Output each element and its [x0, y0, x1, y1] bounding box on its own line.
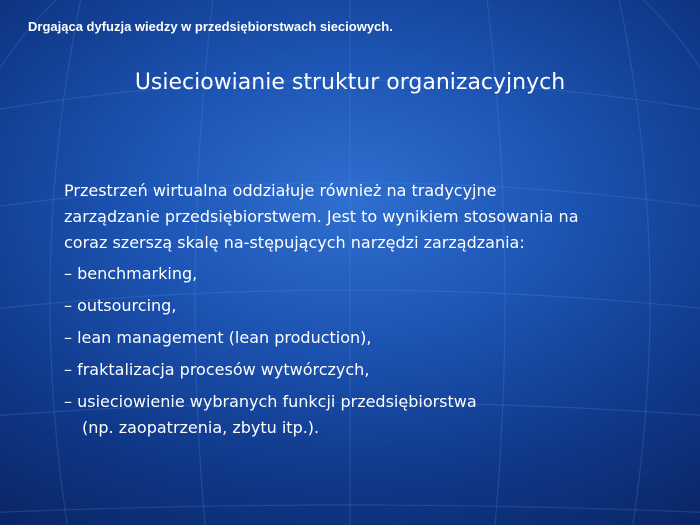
- presentation-header: Drgająca dyfuzja wiedzy w przedsiębiorstwach sieciowych.: [28, 19, 393, 34]
- list-item-benchmarking: – benchmarking,: [64, 264, 198, 283]
- list-item-text: – usieciowienie wybranych funkcji przedsiębiorstwa: [64, 392, 477, 411]
- list-item-fraktalizacja: – fraktalizacja procesów wytwórczych,: [64, 360, 370, 379]
- slide-title: Usieciowianie struktur organizacyjnych: [134, 70, 566, 95]
- intro-paragraph: [64, 178, 684, 256]
- intro-line: coraz szerszą skalę na-stępujących narzędzi zarządzania:: [64, 233, 525, 252]
- list-item-continuation: (np. zaopatrzenia, zbytu itp.).: [82, 418, 320, 437]
- intro-line: Przestrzeń wirtualna oddziałuje również na tradycyjne: [64, 181, 497, 200]
- list-item-lean-management: – lean management (lean production),: [64, 328, 372, 347]
- slide-body: [64, 178, 684, 447]
- intro-line: zarządzanie przedsiębiorstwem. Jest to wynikiem stosowania na: [64, 207, 579, 226]
- list-item-outsourcing: – outsourcing,: [64, 296, 177, 315]
- list-item-usieciowienie: [64, 389, 684, 441]
